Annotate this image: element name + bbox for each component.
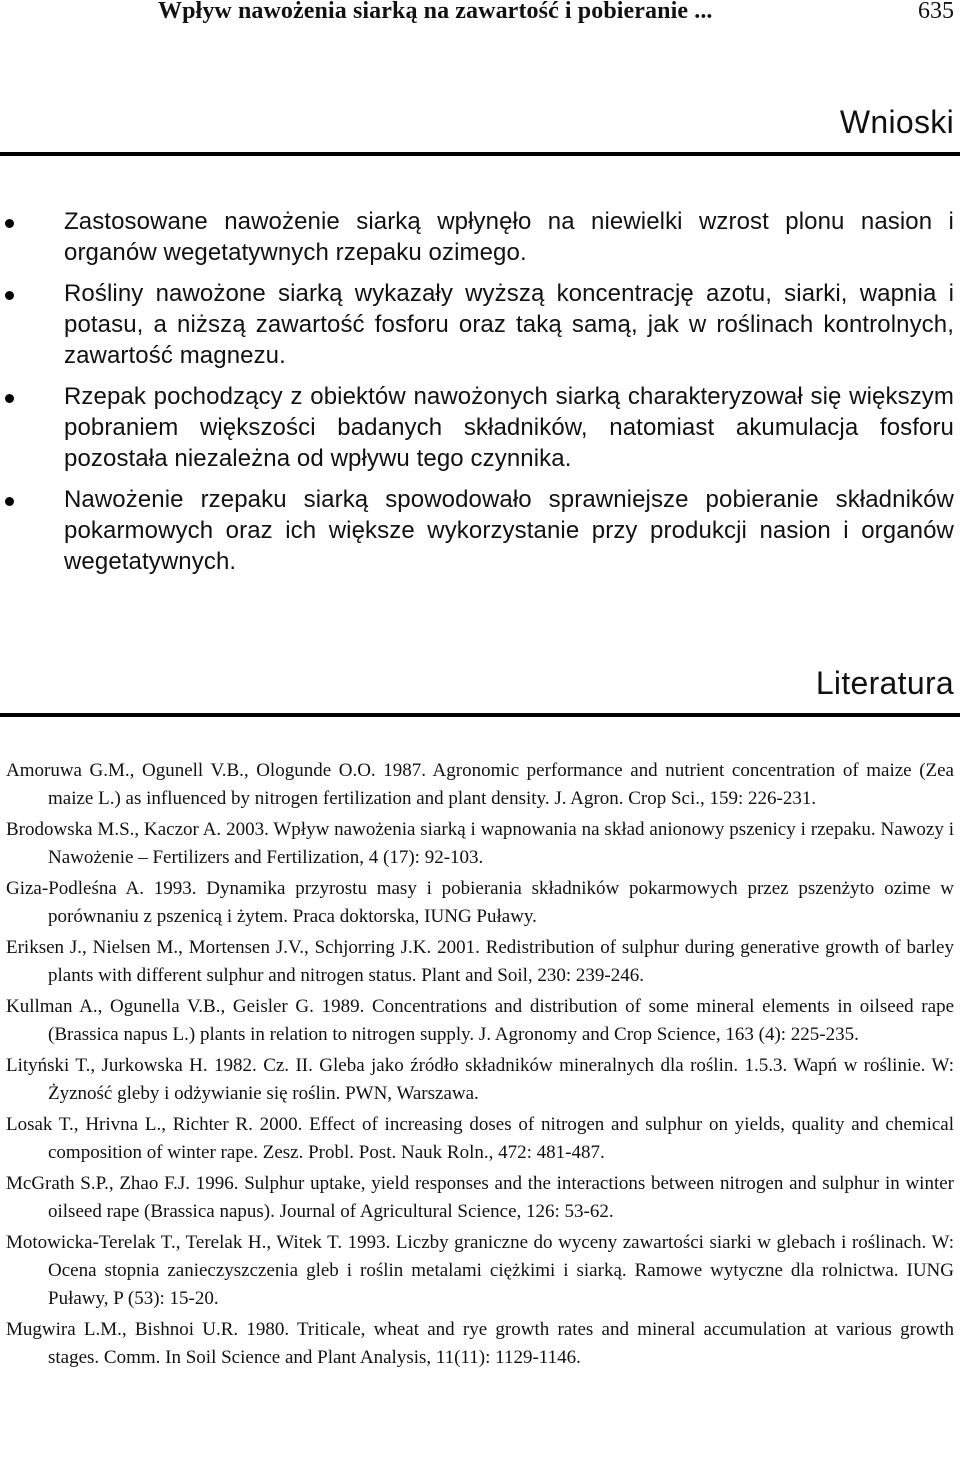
running-title: Wpływ nawożenia siarką na zawartość i pobieranie ... xyxy=(158,0,713,24)
reference-item: Brodowska M.S., Kaczor A. 2003. Wpływ nawożenia siarką i wapnowania na skład anionowy pszenicy i rzepaku. Nawozy i Nawożenie – Fertilizers and Fertilization, 4 (17): 92-103. xyxy=(6,819,954,868)
references-list xyxy=(0,757,960,1375)
reference-item: Eriksen J., Nielsen M., Mortensen J.V., Schjorring J.K. 2001. Redistribution of sulphur during generative growth of barley plants with different sulphur and nitrogen status. Plant and Soil, 230: 239-246. xyxy=(6,937,954,986)
reference-item: Mugwira L.M., Bishnoi U.R. 1980. Triticale, wheat and rye growth rates and mineral accumulation at various growth stages. Comm. In Soil Science and Plant Analysis, 11(11): 1129-1146. xyxy=(6,1319,954,1368)
reference-item: Giza-Podleśna A. 1993. Dynamika przyrostu masy i pobierania składników pokarmowych przez pszenżyto ozime w porównaniu z pszenicą i żytem. Praca doktorska, IUNG Puławy. xyxy=(6,878,954,927)
conclusions-heading: Wnioski xyxy=(839,104,954,140)
literature-heading: Literatura xyxy=(815,665,954,701)
conclusions-list xyxy=(0,206,960,587)
bullet-icon xyxy=(5,394,14,403)
conclusion-text: Rzepak pochodzący z obiektów nawożonych siarką charakteryzował się większym pobraniem większości badanych składników, natomiast akumulacja fosforu pozostała niezależna od wpływu tego czynnika. xyxy=(64,383,954,472)
reference-item: Losak T., Hrivna L., Richter R. 2000. Effect of increasing doses of nitrogen and sulphur on yields, quality and chemical composition of winter rape. Zesz. Probl. Post. Nauk Roln., 472: 481-487. xyxy=(6,1114,954,1163)
conclusion-item xyxy=(0,278,960,371)
bullet-icon xyxy=(5,497,14,506)
page-number: 635 xyxy=(918,0,954,24)
conclusion-item xyxy=(0,206,960,268)
reference-item: Kullman A., Ogunella V.B., Geisler G. 1989. Concentrations and distribution of some mineral elements in oilseed rape (Brassica napus L.) plants in relation to nitrogen supply. J. Agronomy and Crop Science, 163 (4): 225-235. xyxy=(6,996,954,1045)
bullet-icon xyxy=(5,219,14,228)
reference-item: Lityński T., Jurkowska H. 1982. Cz. II. Gleba jako źródło składników mineralnych dla roślin. 1.5.3. Wapń w roślinie. W: Żyzność gleby i odżywianie się roślin. PWN, Warszawa. xyxy=(6,1055,954,1104)
conclusion-text: Zastosowane nawożenie siarką wpłynęło na niewielki wzrost plonu nasion i organów wegetatywnych rzepaku ozimego. xyxy=(64,208,954,266)
conclusion-text: Rośliny nawożone siarką wykazały wyższą koncentrację azotu, siarki, wapnia i potasu, a niższą zawartość fosforu oraz taką samą, jak w roślinach kontrolnych, zawartość magnezu. xyxy=(64,280,954,369)
conclusion-text: Nawożenie rzepaku siarką spowodowało sprawniejsze pobieranie składników pokarmowych oraz ich większe wykorzystanie przy produkcji nasion i organów wegetatywnych. xyxy=(64,486,954,575)
bullet-icon xyxy=(5,291,14,300)
reference-item: Amoruwa G.M., Ogunell V.B., Ologunde O.O. 1987. Agronomic performance and nutrient concentration of maize (Zea maize L.) as influenced by nitrogen fertilization and plant density. J. Agron. Crop Sci., 159: 226-231. xyxy=(6,760,954,809)
conclusion-item xyxy=(0,381,960,474)
reference-item: McGrath S.P., Zhao F.J. 1996. Sulphur uptake, yield responses and the interactions between nitrogen and sulphur in winter oilseed rape (Brassica napus). Journal of Agricultural Science, 126: 53-62. xyxy=(6,1173,954,1222)
conclusions-rule xyxy=(0,152,960,156)
reference-item: Motowicka-Terelak T., Terelak H., Witek T. 1993. Liczby graniczne do wyceny zawartości siarki w glebach i roślinach. W: Ocena stopnia zanieczyszczenia gleb i roślin metalami ciężkimi i siarką. Ramowe wytyczne dla rolnictwa. IUNG Puławy, P (53): 15-20. xyxy=(6,1232,954,1309)
page-header xyxy=(0,0,960,30)
conclusion-item xyxy=(0,484,960,577)
literature-rule xyxy=(0,713,960,717)
